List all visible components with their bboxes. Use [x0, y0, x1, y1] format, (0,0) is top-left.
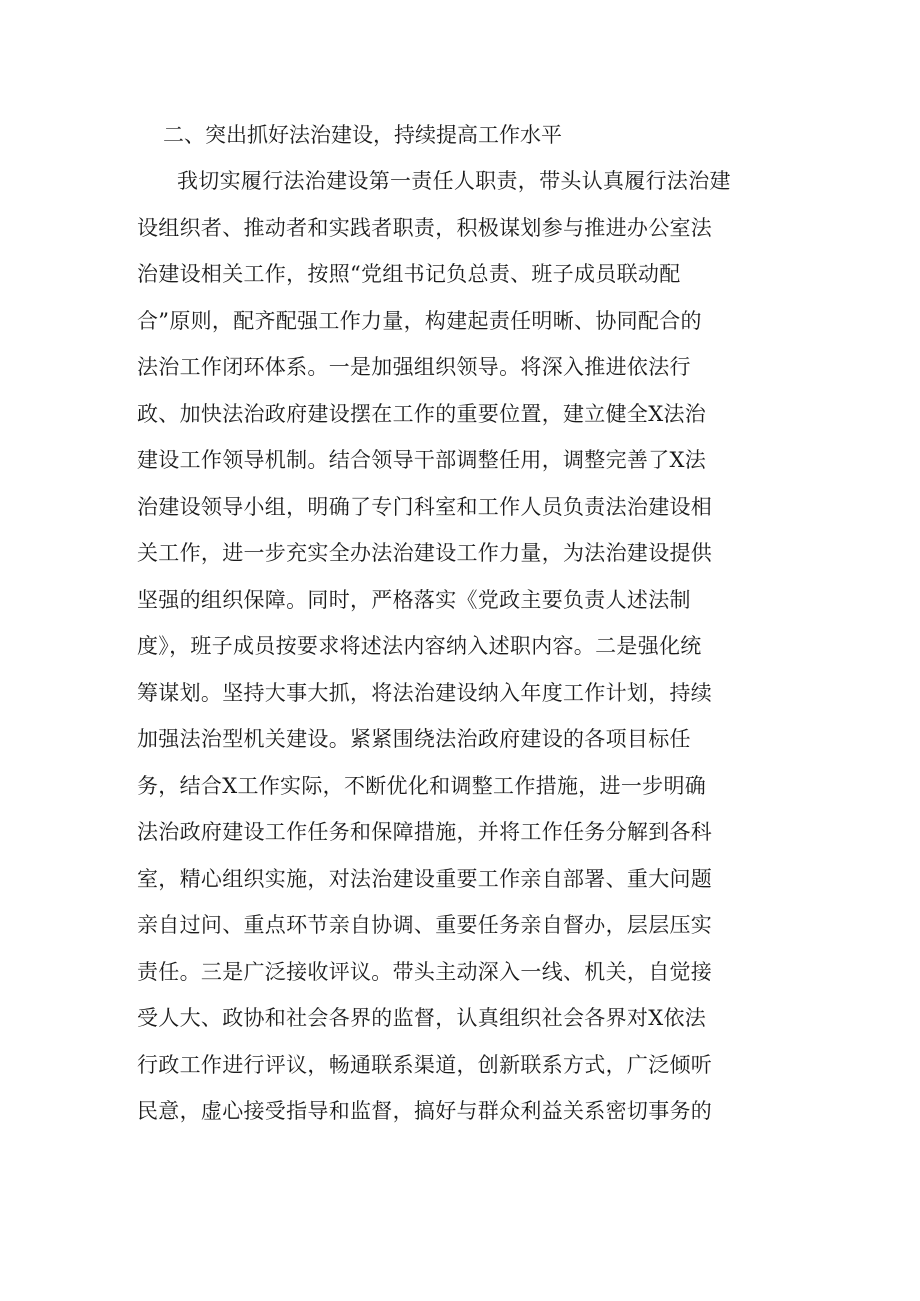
paragraph-line-13: 加强法治型机关建设。紧紧围绕法治政府建设的各项目标任	[137, 727, 691, 751]
paragraph-line-16: 室，精心组织实施，对法治建设重要工作亲自部署、重大问题	[137, 866, 713, 891]
section-heading: 二、突出抓好法治建设，持续提高工作水平	[163, 123, 562, 147]
paragraph-line-1: 我切实履行法治建设第一责任人职责，带头认真履行法治建	[177, 169, 731, 193]
paragraph-line-2: 设组织者、推动者和实践者职责，积极谋划参与推进办公室法	[137, 215, 713, 240]
paragraph-line-21: 民意，虚心接受指导和监督，搞好与群众利益关系密切事务的	[137, 1099, 713, 1123]
paragraph-line-14: 务，结合X工作实际，不断优化和调整工作措施，进一步明确	[137, 773, 707, 798]
paragraph-line-17: 亲自过问、重点环节亲自协调、重要任务亲自督办，层层压实	[137, 913, 713, 937]
paragraph-line-3: 治建设相关工作，按照“党组书记负总责、班子成员联动配	[137, 262, 681, 286]
paragraph-line-5: 法治工作闭环体系。一是加强组织领导。将深入推进依法行	[137, 355, 691, 379]
paragraph-line-10: 坚强的组织保障。同时，严格落实《党政主要负责人述法制	[137, 587, 691, 612]
paragraph-line-20: 行政工作进行评议，畅通联系渠道，创新联系方式，广泛倾听	[137, 1052, 713, 1077]
paragraph-line-6: 政、加快法治政府建设摆在工作的重要位置，建立健全X法治	[137, 401, 707, 426]
paragraph-line-8: 治建设领导小组，明确了专门科室和工作人员负责法治建设相	[137, 494, 713, 519]
paragraph-line-15: 法治政府建设工作任务和保障措施，并将工作任务分解到各科	[137, 820, 713, 844]
paragraph-line-4: 合”原则，配齐配强工作力量，构建起责任明晰、协同配合的	[137, 308, 702, 333]
paragraph-line-7: 建设工作领导机制。结合领导干部调整任用，调整完善了X法	[137, 448, 707, 472]
paragraph-line-19: 受人大、政协和社会各界的监督，认真组织社会各界对X依法	[137, 1006, 707, 1030]
document-body	[137, 112, 787, 1135]
paragraph-line-18: 责任。三是广泛接收评议。带头主动深入一线、机关，自觉接	[137, 959, 713, 984]
paragraph-line-11: 度》，班子成员按要求将述法内容纳入述职内容。二是强化统	[137, 634, 702, 658]
paragraph-line-9: 关工作，进一步充实全办法治建设工作力量，为法治建设提供	[137, 541, 713, 565]
paragraph-line-12: 筹谋划。坚持大事大抓，将法治建设纳入年度工作计划，持续	[137, 680, 713, 705]
